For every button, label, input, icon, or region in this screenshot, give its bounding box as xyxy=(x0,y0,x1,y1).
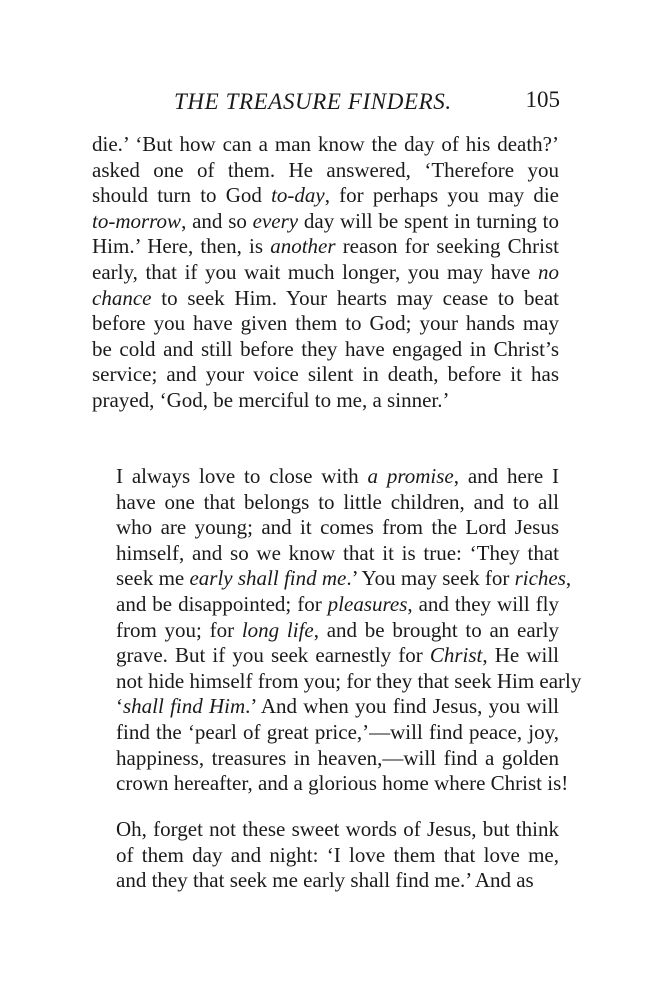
text-line: crown hereafter, and a glorious home where Christ is! xyxy=(116,771,569,796)
text-line: should turn to God to-day, for perhaps you may die xyxy=(92,183,559,208)
text-line: from you; for long life, and be brought to an early xyxy=(116,617,559,642)
text-line: find the ‘pearl of great price,’—will find peace, joy, xyxy=(116,719,559,744)
italic-text: every xyxy=(252,208,299,233)
text-line: Oh, forget not these sweet words of Jesus, but think xyxy=(116,817,559,841)
italic-text: long life xyxy=(241,617,314,642)
text-line: not hide himself from you; for they that seek Him early xyxy=(116,668,582,693)
page-number: 105 xyxy=(525,87,560,112)
running-title: THE TREASURE FINDERS. xyxy=(174,89,452,114)
text-line: who are young; and it comes from the Lord Jesus xyxy=(116,515,559,540)
text-line: Him.’ Here, then, is another reason for seeking Christ xyxy=(92,234,559,259)
text-line: grave. But if you seek earnestly for Christ, He will xyxy=(116,643,559,668)
italic-text: no xyxy=(538,259,559,284)
italic-text: shall find Him xyxy=(123,694,246,719)
text-line: of them day and night: ‘I love them that love me, xyxy=(116,842,559,867)
paragraph xyxy=(92,132,559,414)
italic-text: Christ xyxy=(429,643,483,668)
text-line: early, that if you wait much longer, you may have no xyxy=(92,259,559,284)
text-line: himself, and so we know that it is true: ‘They that xyxy=(116,540,559,565)
text-line: chance to seek Him. Your hearts may cease to beat xyxy=(92,285,559,310)
italic-text: early shall find me xyxy=(189,566,347,591)
italic-text: riches xyxy=(514,566,566,591)
text-line: ‘shall find Him.’ And when you find Jesus, you will xyxy=(116,694,559,719)
italic-text: to-day xyxy=(271,183,325,208)
text-line: happiness, treasures in heaven,—will find a golden xyxy=(116,745,559,770)
text-line: prayed, ‘God, be merciful to me, a sinner.’ xyxy=(92,387,450,412)
text-line: and they that seek me early shall find me.’ And as xyxy=(116,868,534,893)
text-line: have one that belongs to little children, and to all xyxy=(116,489,559,514)
paragraph xyxy=(92,817,559,894)
page-header xyxy=(90,83,570,119)
text-line: asked one of them. He answered, ‘Therefore you xyxy=(92,157,559,182)
text-line: before you have given them to God; your hands may xyxy=(92,311,559,336)
text-line: seek me early shall find me.’ You may seek for riches, xyxy=(116,566,572,591)
text-line: die.’ ‘But how can a man know the day of his death?’ xyxy=(92,132,559,156)
italic-text: pleasures xyxy=(327,591,408,616)
text-line: to-morrow, and so every day will be spent in turning to xyxy=(92,208,559,233)
text-line: be cold and still before they have engaged in Christ’s xyxy=(92,336,559,361)
italic-text: another xyxy=(270,234,336,259)
paragraph xyxy=(92,464,582,797)
text-line: service; and your voice silent in death, before it has xyxy=(92,362,559,387)
italic-text: to-morrow xyxy=(92,208,182,233)
italic-text: a promise xyxy=(367,464,454,488)
text-line: I always love to close with a promise, and here I xyxy=(116,464,560,488)
text-line: and be disappointed; for pleasures, and they will fly xyxy=(116,591,559,616)
italic-text: chance xyxy=(92,285,152,310)
